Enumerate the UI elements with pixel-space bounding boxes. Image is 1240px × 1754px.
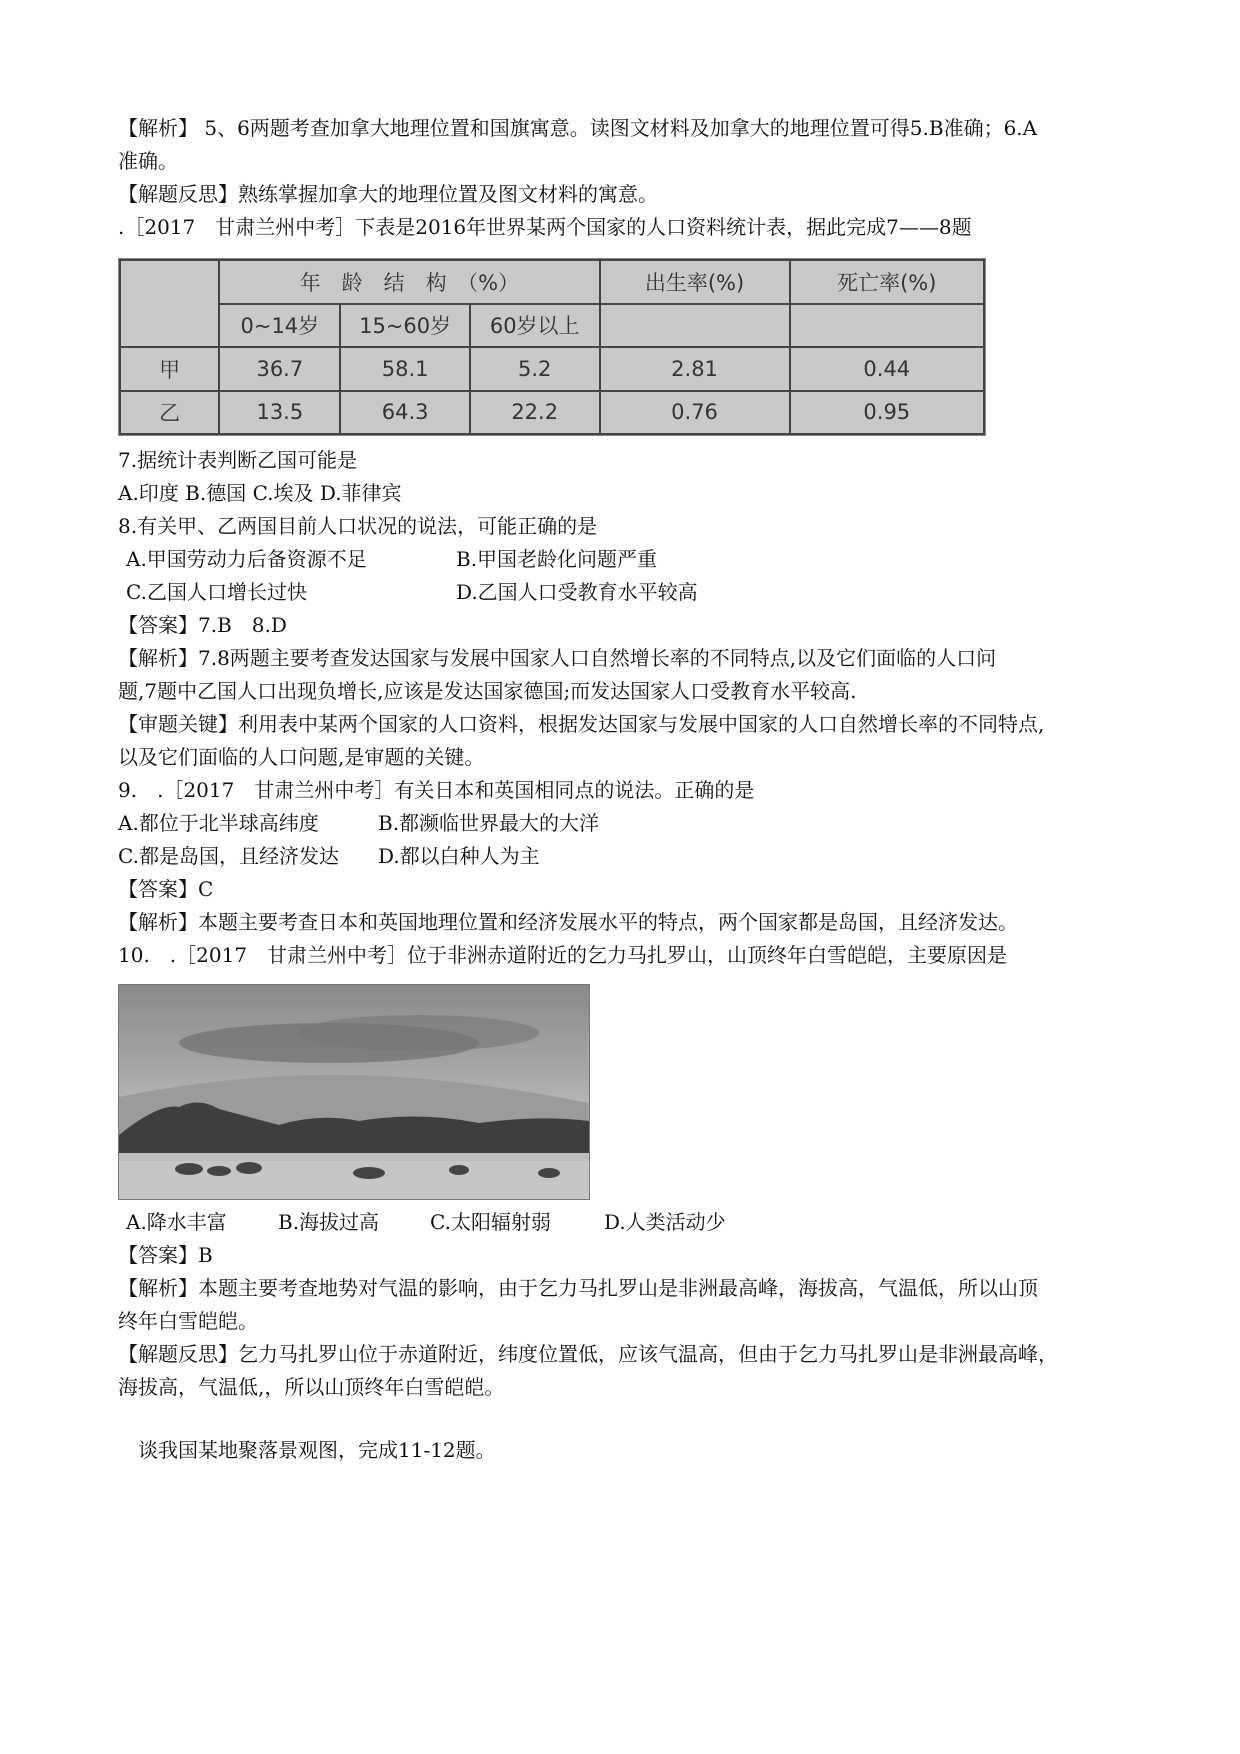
q9-stem: 9. .［2017 甘肃兰州中考］有关日本和英国相同点的说法。正确的是 [118,778,755,802]
q10-option-b: B.海拔过高 [278,1210,380,1234]
kilimanjaro-photo [118,984,590,1200]
q8-option-d: D.乙国人口受教育水平较高 [456,580,698,604]
q10-reflection: 【解题反思】乞力马扎罗山位于赤道附近，纬度位置低，应该气温高，但由于乞力马扎罗山是非洲最高峰， [118,1342,1058,1366]
table-row [120,391,984,435]
cell-birth-rate: 0.76 [600,391,790,435]
cell-death-rate: 0.44 [790,347,984,391]
q7-8-key-cont: 以及它们面临的人口问题,是审题的关键。 [118,745,485,769]
q10-analysis-cont: 终年白雪皑皑。 [118,1309,258,1333]
q9-option-c: C.都是岛国，且经济发达 [118,844,339,868]
q7-8-intro: .［2017 甘肃兰州中考］下表是2016年世界某两个国家的人口资料统计表，据此完成7——8题 [118,215,972,239]
q7-8-answer: 【答案】7.B 8.D [118,613,287,637]
q8-option-c: C.乙国人口增长过快 [126,580,307,604]
age-group-15-60: 15~60岁 [340,304,470,348]
cell-0-14: 36.7 [219,347,340,391]
q10-answer: 【答案】B [118,1243,213,1267]
table-corner [120,260,219,347]
q10-option-d: D.人类活动少 [604,1210,726,1234]
cell-birth-rate: 2.81 [600,347,790,391]
q7-options: A.印度 B.德国 C.埃及 D.菲律宾 [118,481,402,505]
age-structure-header: 年 龄 结 构 （%） [219,260,599,304]
q9-analysis: 【解析】本题主要考查日本和英国地理位置和经济发展水平的特点，两个国家都是岛国，且经济发达。 [118,910,1018,934]
cell-60-plus: 22.2 [470,391,600,435]
reflection-5-6: 【解题反思】熟练掌握加拿大的地理位置及图文材料的寓意。 [118,182,658,206]
q9-answer: 【答案】C [118,877,214,901]
q7-8-analysis-cont: 题,7题中乙国人口出现负增长,应该是发达国家德国;而发达国家人口受教育水平较高. [118,679,857,703]
cell-15-60: 64.3 [340,391,470,435]
analysis-5-6-cont: 准确。 [118,149,178,173]
q9-option-d: D.都以白种人为主 [378,844,540,868]
q8-stem: 8.有关甲、乙两国目前人口状况的说法，可能正确的是 [118,514,598,538]
q8-option-a: A.甲国劳动力后备资源不足 [126,547,367,571]
q10-option-a: A.降水丰富 [126,1210,227,1234]
population-table-image [118,258,986,436]
q11-12-intro: 谈我国某地聚落景观图，完成11-12题。 [118,1438,496,1462]
q10-reflection-cont: 海拔高，气温低,，所以山顶终年白雪皑皑。 [118,1375,505,1399]
q9-option-a: A.都位于北半球高纬度 [118,811,319,835]
q7-8-analysis: 【解析】7.8两题主要考查发达国家与发展中国家人口自然增长率的不同特点,以及它们面临的人口问 [118,646,997,670]
cell-death-rate: 0.95 [790,391,984,435]
table-row [120,347,984,391]
q8-options-row1 [118,543,1128,576]
death-rate-header: 死亡率(%) [790,260,984,304]
country-name: 乙 [120,391,219,435]
q9-options-row2 [118,840,1128,873]
kilimanjaro-photo-graphic [119,985,589,1199]
q10-stem: 10. .［2017 甘肃兰州中考］位于非洲赤道附近的乞力马扎罗山，山顶终年白雪皑皑，主要原因是 [118,943,1008,967]
q10-options [118,1206,1128,1239]
country-name: 甲 [120,347,219,391]
cell-0-14: 13.5 [219,391,340,435]
q9-option-b: B.都濒临世界最大的大洋 [378,811,600,835]
age-group-0-14: 0~14岁 [219,304,340,348]
spacer [118,1404,1128,1434]
analysis-5-6: 【解析】 5、6两题考查加拿大地理位置和国旗寓意。读图文材料及加拿大的地理位置可得5.B准确；6.A [118,116,1038,140]
q10-option-c: C.太阳辐射弱 [430,1210,551,1234]
death-rate-blank [790,304,984,348]
age-group-60-plus: 60岁以上 [470,304,600,348]
cell-15-60: 58.1 [340,347,470,391]
q10-analysis: 【解析】本题主要考查地势对气温的影响，由于乞力马扎罗山是非洲最高峰，海拔高，气温低，所以山顶 [118,1276,1038,1300]
population-table [119,259,985,435]
q7-8-key: 【审题关键】利用表中某两个国家的人口资料，根据发达国家与发展中国家的人口自然增长率的不同特点, [118,712,1045,736]
q8-options-row2 [118,576,1128,609]
q9-options-row1 [118,807,1128,840]
birth-rate-header: 出生率(%) [600,260,790,304]
cell-60-plus: 5.2 [470,347,600,391]
q7-stem: 7.据统计表判断乙国可能是 [118,448,358,472]
birth-rate-blank [600,304,790,348]
q8-option-b: B.甲国老龄化问题严重 [456,547,658,571]
document-page [118,112,1128,1467]
